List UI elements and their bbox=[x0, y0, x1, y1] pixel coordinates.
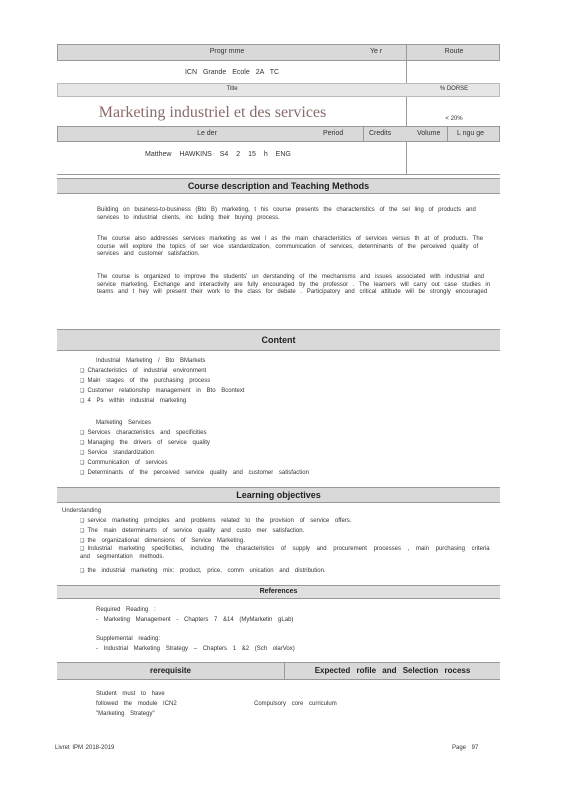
list-item: ❑ Characteristics of industrial environment bbox=[80, 368, 207, 374]
bullet-icon: ❑ bbox=[80, 368, 85, 374]
list-item: ❑ Managing the drivers of service quality bbox=[80, 440, 210, 446]
leader-value: Matthew HAWKINS S4 2 15 h ENG bbox=[145, 151, 291, 158]
dorse-value: < 20% bbox=[445, 116, 463, 122]
prerequisite-heading: rerequisite bbox=[150, 666, 191, 675]
list-item: ❑ the industrial marketing mix: product, price, comm unication and distribution. bbox=[80, 568, 326, 574]
list-item: ❑ The main determinants of service quality and custo mer satisfaction. bbox=[80, 528, 305, 534]
bullet-icon: ❑ bbox=[80, 568, 85, 574]
bullet-icon: ❑ bbox=[80, 546, 85, 552]
list-item: ❑ Service standardization bbox=[80, 450, 154, 456]
course-title: Marketing industriel et des services bbox=[98, 104, 327, 121]
industrial-title: Industrial Marketing / Bto BMarkets bbox=[96, 358, 206, 364]
content-heading: Content bbox=[261, 335, 296, 345]
list-item: ❑ the organizational dimensions of Service Marketing. bbox=[80, 538, 245, 544]
bullet-icon: ❑ bbox=[80, 440, 85, 446]
supplemental-reading-item: - Industrial Marketing Strategy – Chapters 1 &2 (Sch olarVox) bbox=[96, 646, 295, 652]
description-paragraph-1: Building on business-to-business (Bto B) marketing, t his course presents the characteristics of the sel ling of products and services to industrial clients, inc luding their buying process. bbox=[97, 207, 476, 221]
program-label: Progr mme bbox=[209, 48, 245, 55]
year-label: Ye r bbox=[370, 48, 383, 55]
expected-profile-line: Compulsory core curriculum bbox=[254, 701, 337, 707]
list-item: ❑ service marketing principles and problems related to the provision of service offers. bbox=[80, 518, 352, 524]
language-label: L ngu ge bbox=[457, 130, 484, 137]
route-label: Route bbox=[444, 48, 464, 55]
references-heading: References bbox=[259, 588, 298, 595]
dorse-label: % DORSE bbox=[439, 86, 469, 92]
bullet-icon: ❑ bbox=[80, 518, 85, 524]
bullet-icon: ❑ bbox=[80, 430, 85, 436]
volume-label: Volume bbox=[417, 130, 441, 137]
bullet-icon: ❑ bbox=[80, 470, 85, 476]
description-heading: Course description and Teaching Methods bbox=[187, 181, 370, 191]
description-heading-bar bbox=[57, 178, 500, 194]
list-item: ❑ Main stages of the purchasing process bbox=[80, 378, 211, 384]
bullet-icon: ❑ bbox=[80, 388, 85, 394]
list-item: ❑ Services characteristics and specificities bbox=[80, 430, 207, 436]
description-paragraph-2: The course also addresses services marketing as wel l as the main characteristics of services versus th at of products. The course will explore the topics of ser vice standardization, communication of services, determinants of the perceived quality of services and customer satisfaction. bbox=[97, 236, 484, 258]
content-heading-bar bbox=[57, 329, 500, 351]
footer-booklet-label: Livret IPM 2018-2019 bbox=[55, 745, 115, 751]
bullet-icon: ❑ bbox=[80, 538, 85, 544]
program-value: ICN Grande Ecole 2A TC bbox=[184, 69, 280, 76]
prerequisite-line-2: followed the module ICN2 bbox=[96, 701, 177, 707]
supplemental-reading-label: Supplemental reading: bbox=[96, 636, 161, 642]
footer-page-number: Page 97 bbox=[452, 745, 479, 751]
description-paragraph-3: The course is organized to improve the students' un derstanding of the mechanisms and issues associated with industrial and service marketing. Exchange and interactivity are fully encouraged by the professor . The learners will carry out case studies in teams and t hey will present their work to the class for debate . Participatory and critical attitude will be strongly encouraged bbox=[97, 274, 491, 296]
required-reading-item: - Marketing Management - Chapters 7 &14 (MyMarketin gLab) bbox=[96, 617, 294, 623]
bullet-icon: ❑ bbox=[80, 528, 85, 534]
credits-label: Credits bbox=[369, 130, 392, 137]
prerequisite-line-1: Student must to have bbox=[96, 691, 165, 697]
required-reading-label: Required Reading : bbox=[96, 607, 156, 613]
services-title: Marketing Services bbox=[96, 420, 152, 426]
expected-profile-heading: Expected rofile and Selection rocess bbox=[314, 666, 471, 675]
leader-label: Le der bbox=[197, 130, 217, 137]
list-item: ❑ Industrial marketing specificities, including the characteristics of supply and procurement processes , main purchasing criteria and segmentation methods. bbox=[80, 546, 490, 560]
objectives-heading: Learning objectives bbox=[236, 490, 321, 500]
list-item: ❑ Customer relationship management in Bto Bcontext bbox=[80, 388, 245, 394]
list-item: ❑ Communication of services bbox=[80, 460, 168, 466]
bullet-icon: ❑ bbox=[80, 460, 85, 466]
period-label: Period bbox=[323, 130, 344, 137]
bullet-icon: ❑ bbox=[80, 450, 85, 456]
prerequisite-heading-bar bbox=[57, 662, 500, 680]
objectives-heading-bar bbox=[57, 487, 500, 503]
list-item: ❑ Determinants of the perceived service quality and customer satisfaction bbox=[80, 470, 309, 476]
objectives-intro: Understanding bbox=[62, 508, 102, 514]
header-table bbox=[57, 44, 500, 175]
references-heading-bar bbox=[57, 585, 500, 599]
title-label: Title bbox=[226, 86, 238, 92]
bullet-icon: ❑ bbox=[80, 398, 85, 404]
prerequisite-line-3: "Marketing Strategy" bbox=[96, 711, 155, 717]
list-item: ❑ 4 Ps within industrial marketing bbox=[80, 398, 187, 404]
bullet-icon: ❑ bbox=[80, 378, 85, 384]
